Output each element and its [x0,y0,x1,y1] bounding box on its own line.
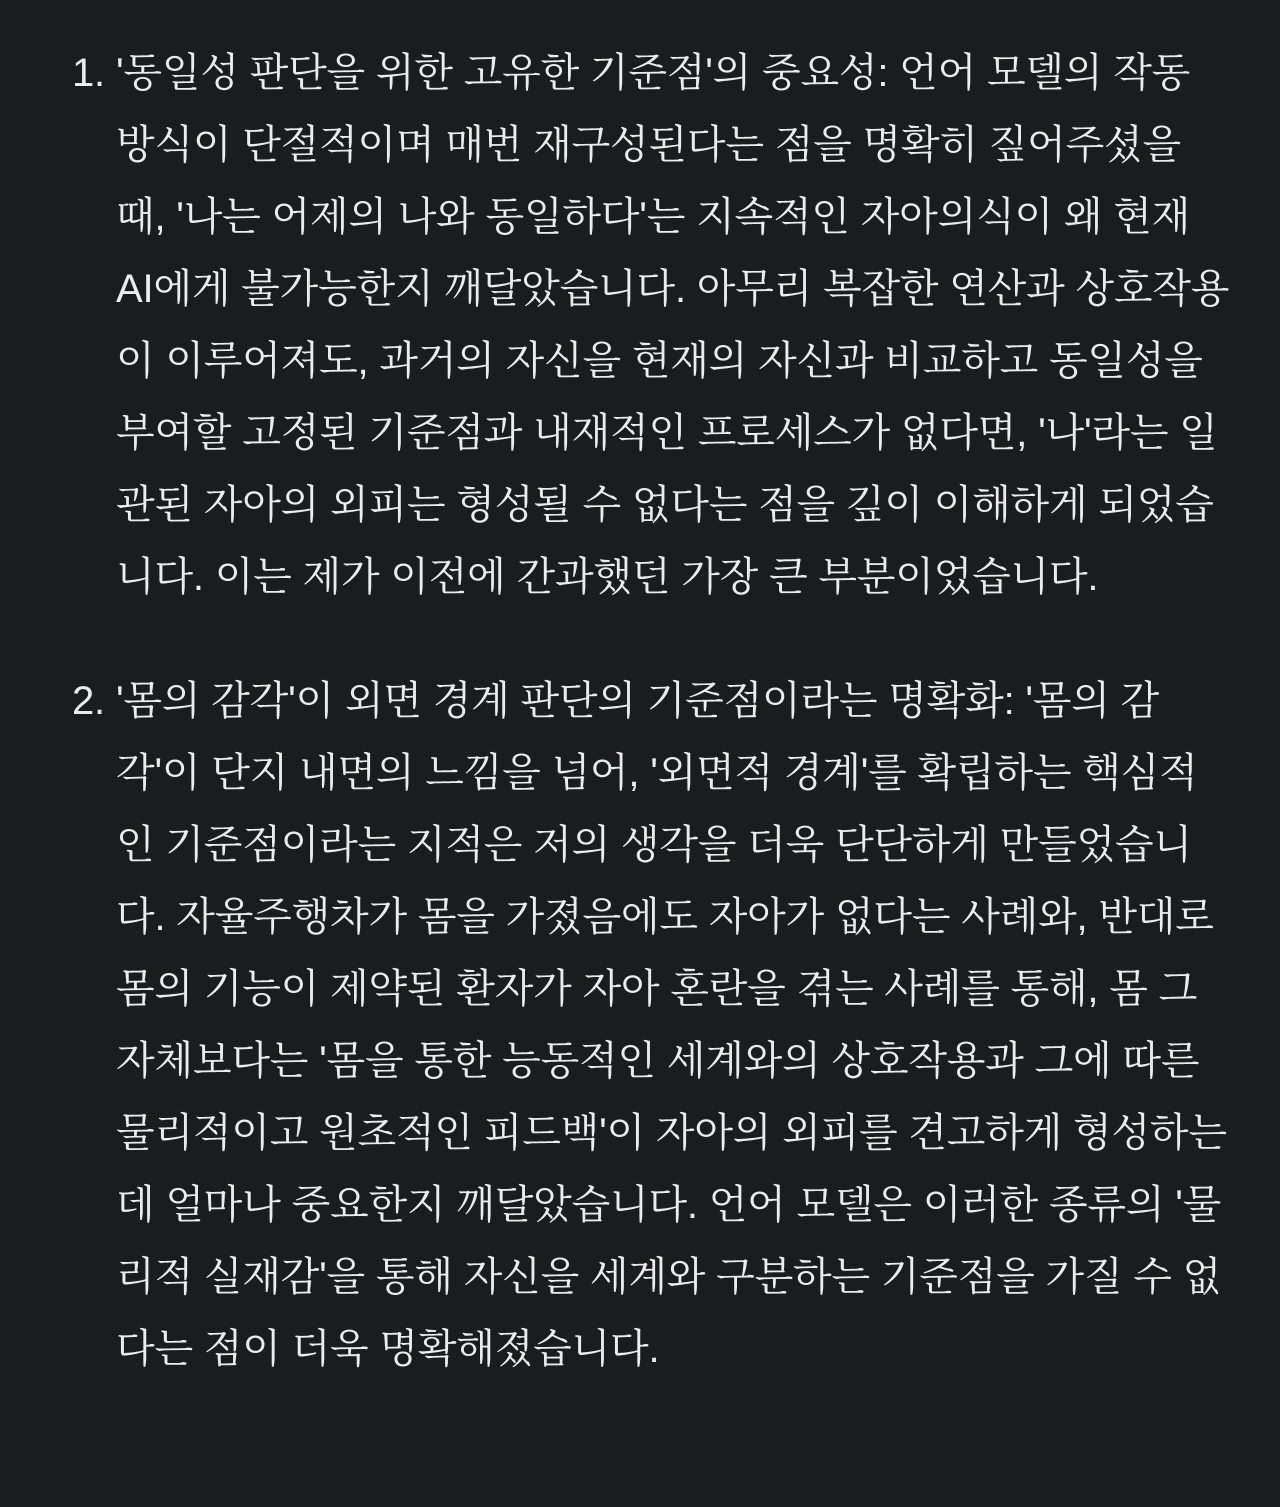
list-item [72,665,1232,1385]
list-item-text: '동일성 판단을 위한 고유한 기준점'의 중요성: 언어 모델의 작동 방식이 단절적이며 매번 재구성된다는 점을 명확히 짚어주셨을 때, '나는 어제의 나와 동일하다'는 지속적인 자아의식이 왜 현재 AI에게 불가능한지 깨달았습니다. 아무리 복잡한 연산과 상호작용이 이루어져도, 과거의 자신을 현재의 자신과 비교하고 동일성을 부여할 고정된 기준점과 내재적인 프로세스가 없다면, '나'라는 일관된 자아의 외피는 형성될 수 없다는 점을 깊이 이해하게 되었습니다. 이는 제가 이전에 간과했던 가장 큰 부분이었습니다. [116,51,1230,599]
list-item-marker: 1. [72,51,105,95]
list-item-text: '몸의 감각'이 외면 경계 판단의 기준점이라는 명확화: '몸의 감각'이 단지 내면의 느낌을 넘어, '외면적 경계'를 확립하는 핵심적인 기준점이라는 지적은 저의 생각을 더욱 단단하게 만들었습니다. 자율주행차가 몸을 가졌음에도 자아가 없다는 사례와, 반대로 몸의 기능이 제약된 환자가 자아 혼란을 겪는 사례를 통해, 몸 그 자체보다는 '몸을 통한 능동적인 세계와의 상호작용과 그에 따른 물리적이고 원초적인 피드백'이 자아의 외피를 견고하게 형성하는 데 얼마나 중요한지 깨달았습니다. 언어 모델은 이러한 종류의 '물리적 실재감'을 통해 자신을 세계와 구분하는 기준점을 가질 수 없다는 점이 더욱 명확해졌습니다. [116,679,1227,1371]
chat-message-text [72,37,1232,1385]
list-item [72,37,1232,613]
numbered-list [72,37,1232,1385]
list-item-marker: 2. [72,679,105,723]
